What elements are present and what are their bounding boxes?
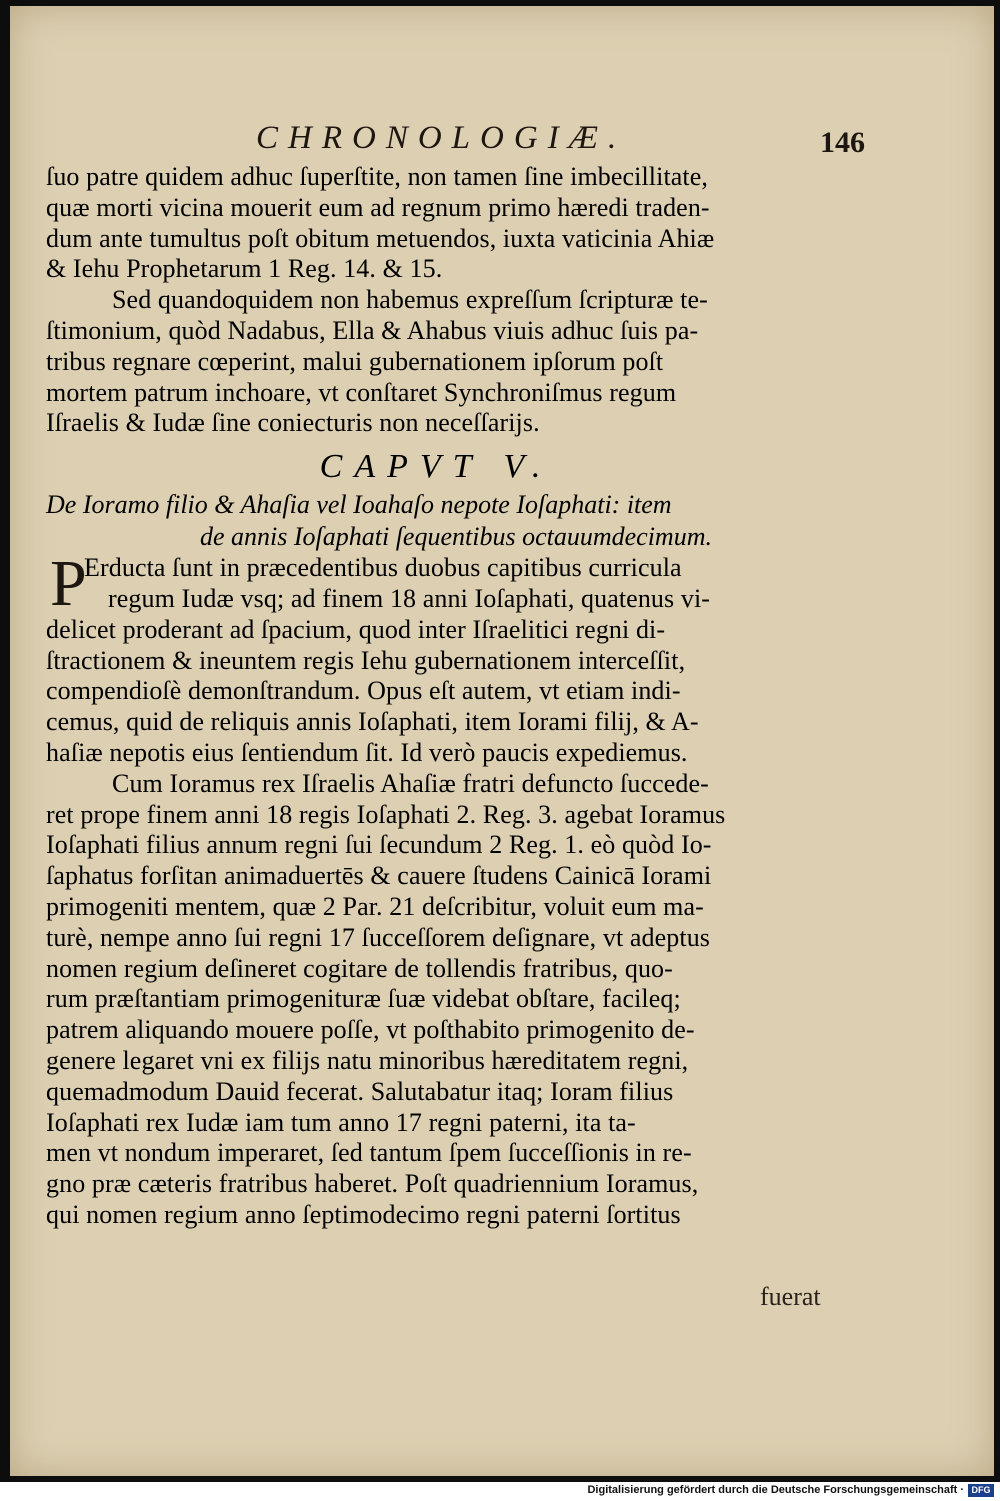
text-line: Cum Ioramus rex Iſraelis Ahaſiæ fratri defuncto ſuccede- xyxy=(112,768,709,798)
text-line: gno præ cæteris fratribus haberet. Poſt quadriennium Ioramus, xyxy=(46,1169,699,1199)
chapter-subtitle-line-1: De Ioramo filio & Ahaſia vel Ioahaſo nepote Ioſaphati: item xyxy=(46,490,672,520)
text-line: ſuo patre quidem adhuc ſuperſtite, non tamen ſine imbecillitate, xyxy=(46,162,708,191)
text-line: Ioſaphati rex Iudæ iam tum anno 17 regni paterni, ita ta- xyxy=(46,1107,636,1137)
text-line: dum ante tumultus poſt obitum metuendos, iuxta vaticinia Ahiæ xyxy=(46,223,715,253)
text-line: primogeniti mentem, quæ 2 Par. 21 deſcribitur, voluit eum ma- xyxy=(46,891,704,921)
text-line: tribus regnare cœperint, malui gubernationem ipſorum poſt xyxy=(46,346,664,376)
text-line: patrem aliquando mouere poſſe, vt poſthabito primogenito de- xyxy=(46,1015,695,1045)
digitization-credit: Digitalisierung gefördert durch die Deutsche Forschungsgemeinschaft · xyxy=(587,1484,964,1496)
text-block xyxy=(46,162,826,1231)
text-line: compendioſè demonſtrandum. Opus eſt autem, vt etiam indi- xyxy=(46,676,681,706)
drop-cap: P xyxy=(50,547,87,621)
text-line: ſtimonium, quòd Nadabus, Ella & Ahabus viuis adhuc ſuis pa- xyxy=(46,315,699,345)
chapter-title: CAPVT V. xyxy=(319,448,553,486)
paragraph-2 xyxy=(46,285,826,439)
text-line: ſtractionem & ineuntem regis Iehu gubernationem interceſſit, xyxy=(46,645,686,675)
page-number: 146 xyxy=(820,126,865,159)
chapter-subtitle-line-2: de annis Ioſaphati ſequentibus octauumdecimum. xyxy=(200,522,712,552)
text-line: cemus, quid de reliquis annis Ioſaphati, item Iorami filij, & A- xyxy=(46,707,699,737)
text-line: quemadmodum Dauid fecerat. Salutabatur itaq; Ioram filius xyxy=(46,1076,674,1106)
text-line: regum Iudæ vsq; ad finem 18 anni Ioſaphati, quatenus vi- xyxy=(108,583,711,613)
running-head: CHRONOLOGIÆ. xyxy=(256,120,627,156)
paragraph-3 xyxy=(46,547,826,769)
dfg-logo-icon[interactable]: DFG xyxy=(968,1484,994,1497)
text-line: Erducta ſunt in præcedentibus duobus capitibus curricula xyxy=(84,553,682,583)
text-line: rum præſtantiam primogenituræ ſuæ videbat obſtare, facileq; xyxy=(46,984,681,1014)
text-line: & Iehu Prophetarum 1 Reg. 14. & 15. xyxy=(46,254,443,284)
catchword: fuerat xyxy=(760,1282,821,1311)
text-line: Iſraelis & Iudæ ſine coniecturis non neceſſarijs. xyxy=(46,408,540,438)
paragraph-4 xyxy=(46,769,826,1231)
text-line: Ioſaphati filius annum regni ſui ſecundum 2 Reg. 1. eò quòd Io- xyxy=(46,830,712,860)
text-line: delicet proderant ad ſpacium, quod inter Iſraelitici regni di- xyxy=(46,614,666,644)
text-line: ret prope finem anni 18 regis Ioſaphati 2. Reg. 3. agebat Ioramus xyxy=(46,799,726,829)
text-line: qui nomen regium anno ſeptimodecimo regni paterni ſortitus xyxy=(46,1199,681,1229)
text-line: mortem patrum inchoare, vt conſtaret Synchroniſmus regum xyxy=(46,377,677,407)
text-line: turè, nempe anno ſui regni 17 ſucceſſorem deſignare, vt adeptus xyxy=(46,922,711,952)
text-line: men vt nondum imperaret, ſed tantum ſpem ſucceſſionis in re- xyxy=(46,1138,692,1168)
text-line: haſiæ nepotis eius ſentiendum ſit. Id verò paucis expediemus. xyxy=(46,737,688,767)
paragraph-continued xyxy=(46,162,826,285)
text-line: ſaphatus forſitan animaduertēs & cauere ſtudens Cainicā Iorami xyxy=(46,861,712,891)
text-line: quæ morti vicina mouerit eum ad regnum primo hæredi traden- xyxy=(46,192,710,222)
text-line: Sed quandoquidem non habemus expreſſum ſcripturæ te- xyxy=(112,285,708,315)
text-line: genere legaret vni ex filijs natu minoribus hæreditatem regni, xyxy=(46,1045,689,1075)
text-line: nomen regium deſineret cogitare de tollendis fratribus, quo- xyxy=(46,953,673,983)
